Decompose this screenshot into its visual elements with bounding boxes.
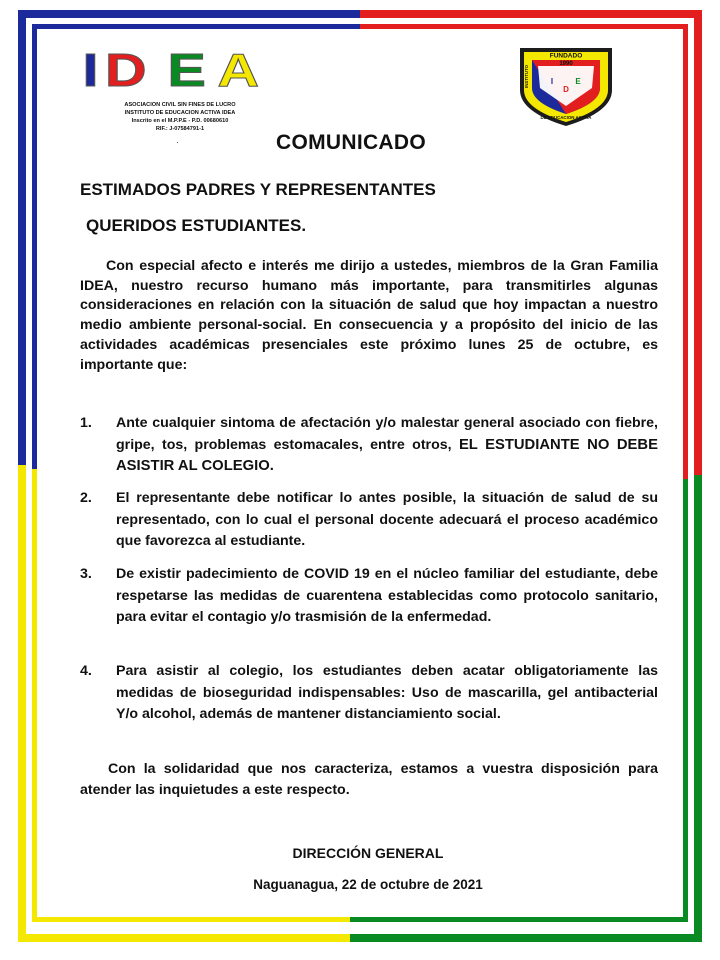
frame-stripe-green <box>350 934 702 942</box>
intro-paragraph: Con especial afecto e interés me dirijo a ustedes, miembros de la Gran Familia IDEA, nuestro recurso humano más importante, para transmitirles algunas consideraciones en relación con la situación de salud que hoy impactan a nuestro medio ambiente personal-social. En consecuencia y a propósito del inicio de las actividades académicas presenciales este próximo lunes 25 de octubre, es importante que: <box>80 258 658 373</box>
frame-stripe-blue <box>18 10 360 18</box>
list-item-text <box>116 413 658 478</box>
list-item-text: De existir padecimiento de COVID 19 en el núcleo familiar del estudiante, debe respetarse las medidas de cuarentena establecidas como protocolo sanitario, para evitar el contagio y/o trasmisión de la enfermedad. <box>116 566 658 625</box>
frame-stripe-blue <box>18 10 26 465</box>
frame-stripe-yellow <box>18 465 26 942</box>
place-date: Naguanagua, 22 de octubre de 2021 <box>253 877 483 892</box>
signature: DIRECCIÓN GENERAL <box>292 845 444 861</box>
seal-text: 1990 <box>559 61 573 67</box>
document-title: COMUNICADO <box>276 131 426 154</box>
list-number: 4. <box>80 663 92 679</box>
frame-stripe-green <box>694 475 702 942</box>
org-line: Inscrito en el M.P.P.E - P.D. 00680610 <box>131 118 229 124</box>
list-item <box>80 661 658 726</box>
seal-text: DE EDUCACION ACTIVA <box>540 115 592 120</box>
list-number: 1. <box>80 415 92 431</box>
frame-stripe-red <box>360 10 702 18</box>
list-item <box>80 413 658 478</box>
list-item-text: El representante debe notificar lo antes posible, la situación de salud de su representado, con lo cual el personal docente adecuará el proceso académico que favorezca al estudiante. <box>116 490 658 549</box>
list-item-text: Para asistir al colegio, los estudiantes deben acatar obligatoriamente las medidas de bioseguridad indispensables: Uso de mascarilla, gel antibacterial Y/o alcohol, además de mantener distanciamiento social. <box>116 663 658 722</box>
logo-letter: A <box>217 46 260 92</box>
seal-text: I <box>550 77 554 86</box>
frame-stripe-blue <box>32 24 360 29</box>
frame-stripe-green <box>350 917 688 922</box>
frame-stripe-yellow <box>32 917 350 922</box>
org-line: INSTITUTO DE EDUCACION ACTIVA IDEA <box>124 110 236 116</box>
frame-stripe-blue <box>32 24 37 469</box>
seal-text: E <box>575 77 581 86</box>
logo-letter: D <box>105 46 147 92</box>
organization-info <box>100 101 260 133</box>
org-line: RIF.: J-07584791-1 <box>155 126 205 132</box>
greeting-students: QUERIDOS ESTUDIANTES. <box>86 216 307 235</box>
seal-text: D <box>563 85 569 94</box>
frame-stripe-red <box>360 24 688 29</box>
list-item-emphasis: EL ESTUDIANTE NO DEBE ASISTIR AL COLEGIO. <box>116 436 658 474</box>
org-line: ASOCIACION CIVIL SIN FINES DE LUCRO <box>124 102 236 108</box>
logo-letter: I <box>82 46 99 92</box>
dot-mark: · <box>176 138 179 147</box>
closing-paragraph: Con la solidaridad que nos caracteriza, estamos a vuestra disposición para atender las inquietudes a este respecto. <box>80 761 658 798</box>
list-item <box>80 488 658 553</box>
list-number: 2. <box>80 490 92 506</box>
greeting-parents: ESTIMADOS PADRES Y REPRESENTANTES <box>80 180 436 199</box>
institution-seal <box>514 40 618 128</box>
list-item-body: Ante cualquier sintoma de afectación y/o malestar general asociado con fiebre, gripe, tos, problemas estomacales, entre otros, <box>116 415 658 453</box>
frame-stripe-red <box>683 24 688 479</box>
seal-text: FUNDADO <box>549 52 583 60</box>
list-item <box>80 564 658 629</box>
list-number: 3. <box>80 566 92 582</box>
logo-letter: E <box>167 46 206 92</box>
seal-text: INSTITUTO <box>524 64 529 88</box>
frame-stripe-yellow <box>18 934 350 942</box>
idea-logo <box>80 46 276 92</box>
frame-stripe-red <box>694 10 702 475</box>
